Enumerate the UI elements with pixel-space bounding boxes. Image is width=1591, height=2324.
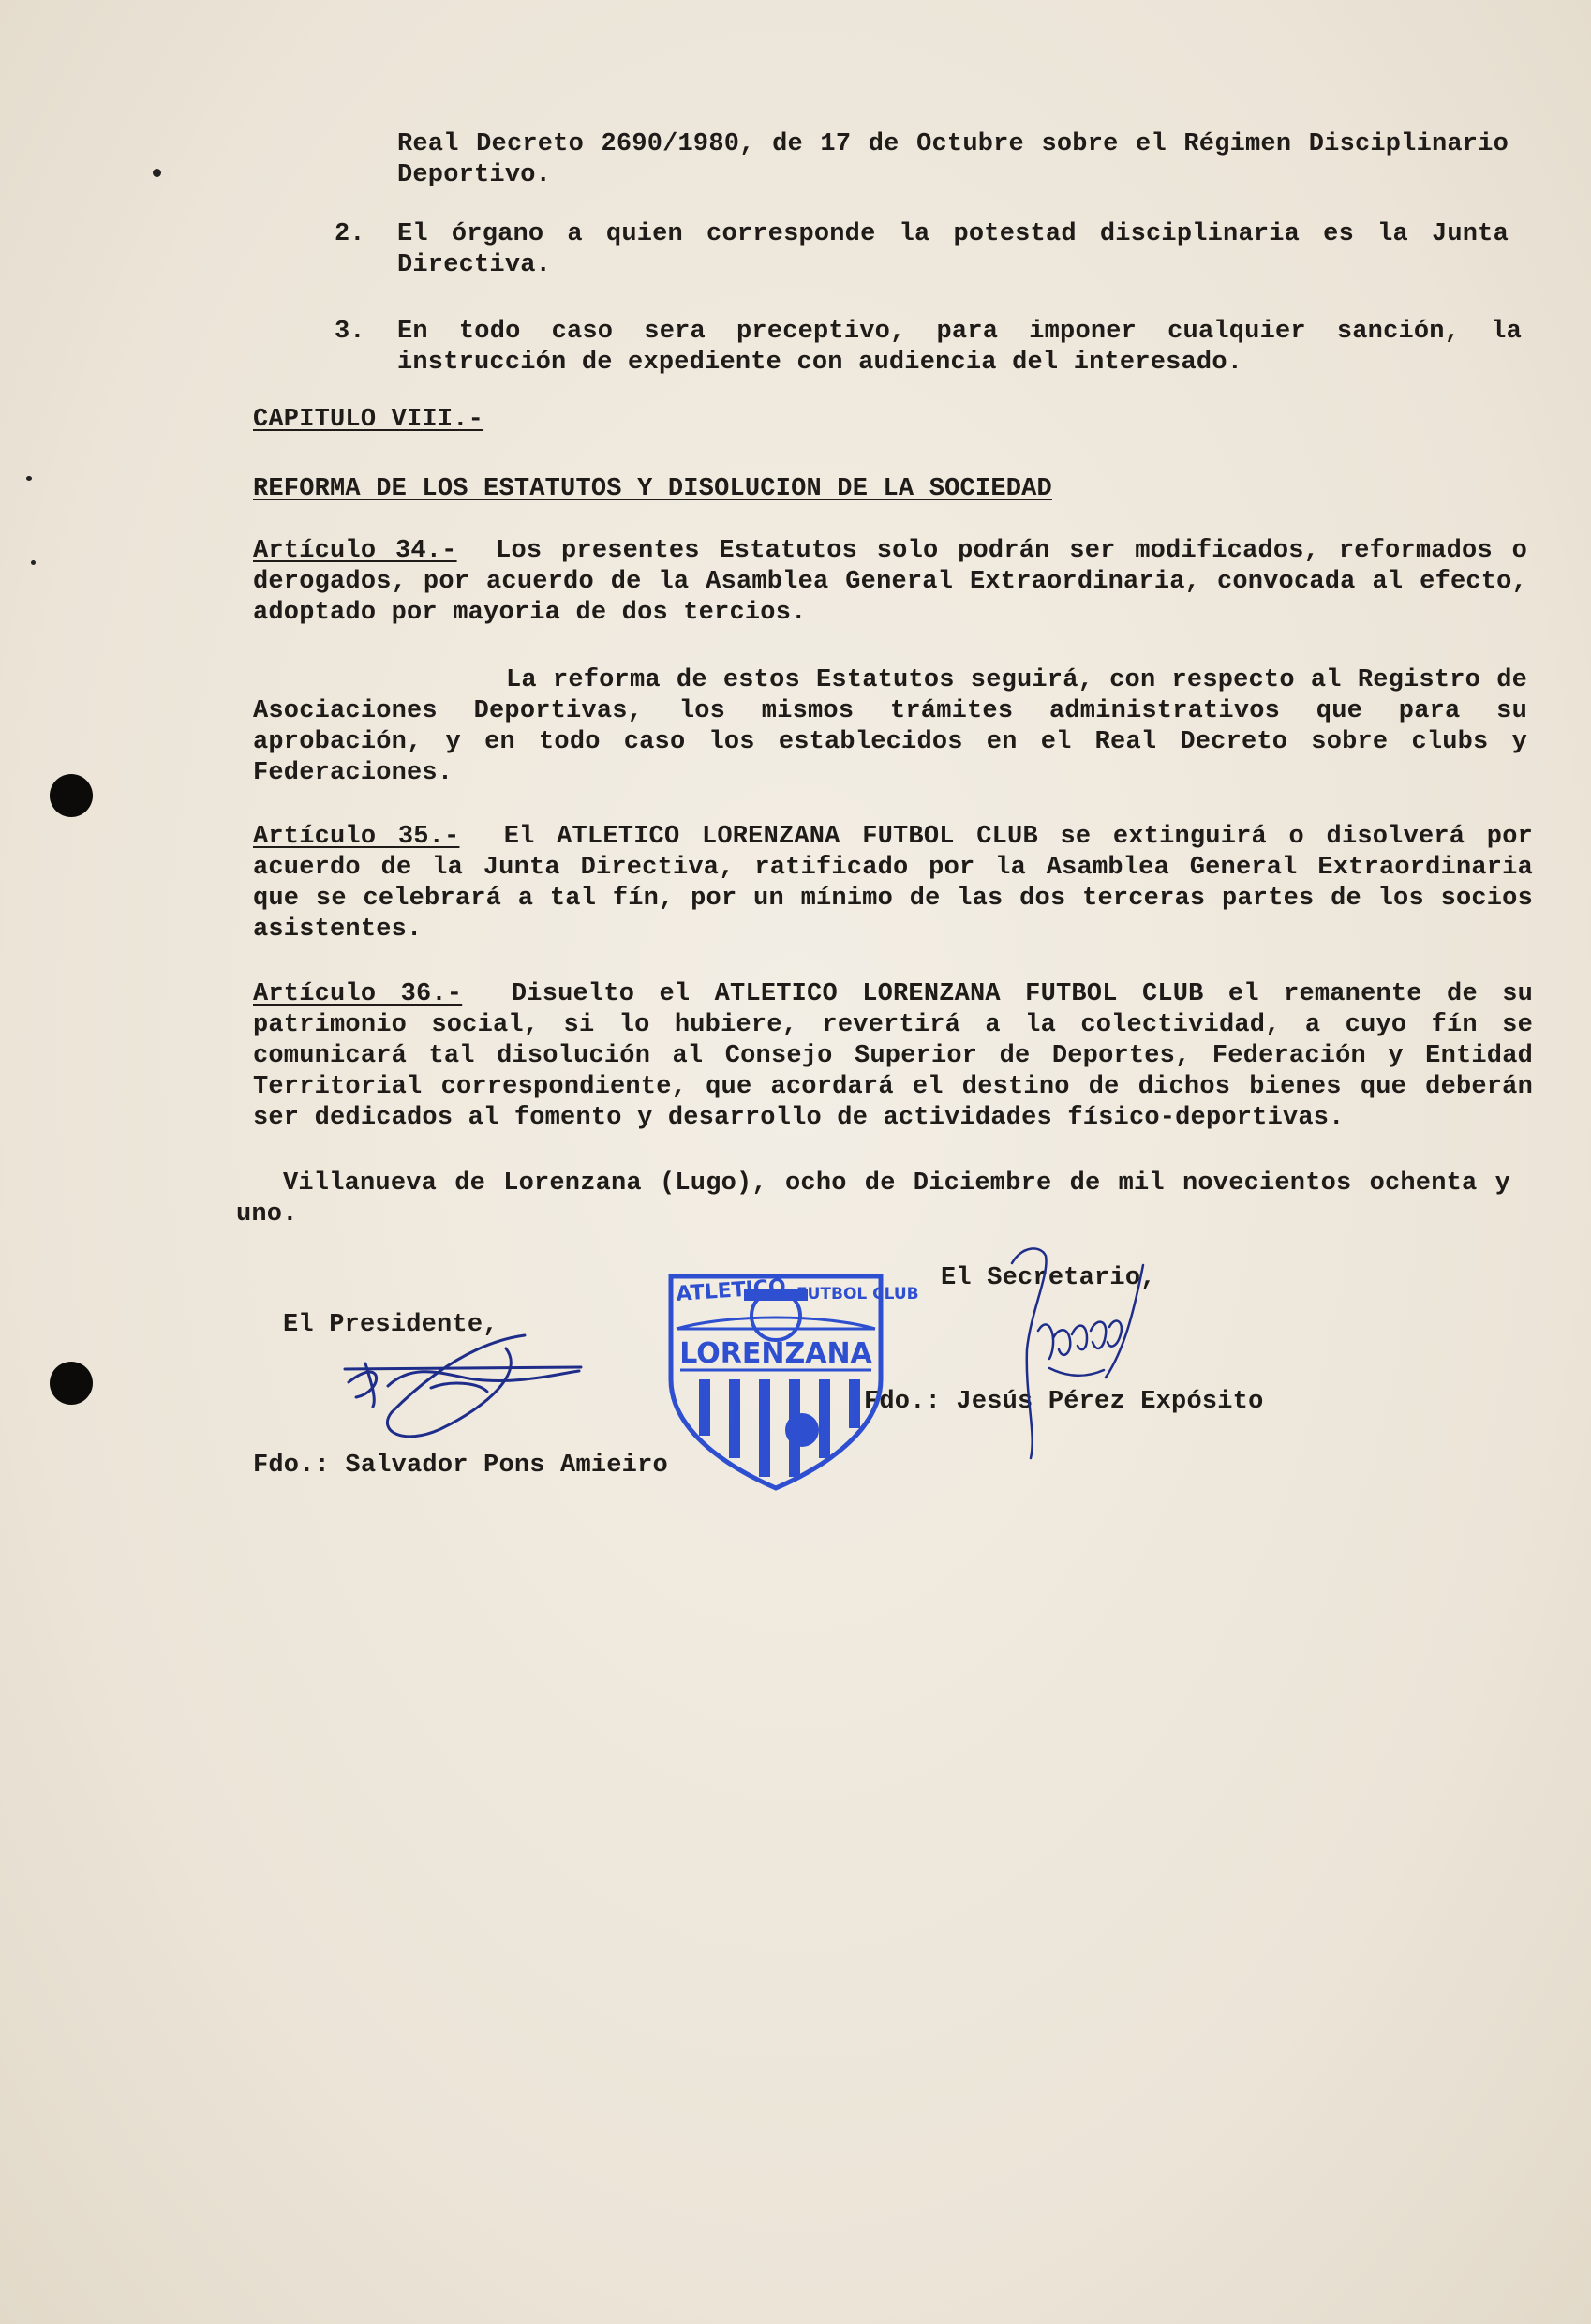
paper-speck [26, 476, 32, 481]
article-heading: Artículo 34.- [253, 537, 457, 565]
president-signature [328, 1326, 628, 1457]
article-text: Los presentes Estatutos solo podrán ser modificados, reformados o derogados, por acuerdo de la Asamblea General Extraordinaria, convocada al efecto, adoptado por mayoria de dos tercios. [253, 537, 1543, 627]
secretary-title: El Secretario, [941, 1264, 1156, 1292]
stamp-center: LORENZANA [679, 1337, 872, 1370]
paper-speck [153, 169, 161, 177]
article-34-paragraph-2 [253, 665, 1543, 789]
item-number: 3. [335, 318, 365, 346]
article-text: El ATLETICO LORENZANA FUTBOL CLUB se extinguirá o disolverá por acuerdo de la Junta Directiva, ratificado por la Asamblea General Extraordinaria que se celebrará a tal fín, por un mínimo de las dos terceras partes de los socios asistentes. [253, 823, 1549, 944]
article-text: Disuelto el ATLETICO LORENZANA FUTBOL CLUB el remanente de su patrimonio social, si lo hubiere, revertirá a la colectividad, a cuyo fín se comunicará tal disolución al Consejo Superior de Deportes, Federación y Entidad Territorial correspondiente, que acordará el destino de dichos bienes que deberán ser dedicados al fomento y desarrollo de actividades físico-deportivas. [253, 980, 1549, 1132]
article-text: La reforma de estos Estatutos seguirá, con respecto al Registro de Asociaciones Deportivas, los mismos trámites administrativos que para su aprobación, y en todo caso los establecidos en el Real Decreto sobre clubs y Federaciones. [253, 666, 1543, 787]
secretary-signature [993, 1237, 1152, 1462]
article-heading: Artículo 36.- [253, 980, 463, 1008]
stamp-top-left: ATLETICO [675, 1274, 787, 1306]
article-34 [253, 536, 1543, 629]
punch-hole-bottom [50, 1362, 93, 1405]
closing-text-content: Villanueva de Lorenzana (Lugo), ocho de Diciembre de mil novecientos ochenta y uno. [236, 1169, 1526, 1229]
continuation-text: Real Decreto 2690/1980, de 17 de Octubre sobre el Régimen Disciplinario Deportivo. [397, 130, 1524, 189]
item-number: 2. [335, 220, 365, 248]
president-title: El Presidente, [283, 1311, 498, 1339]
article-35 [253, 822, 1549, 946]
closing-text [236, 1169, 1526, 1230]
chapter-label: CAPITULO VIII.- [253, 406, 484, 434]
item-text: El órgano a quien corresponde la potestad disciplinaria es la Junta Directiva. [397, 220, 1524, 279]
president-name: Fdo.: Salvador Pons Amieiro [253, 1452, 668, 1480]
item-text: En todo caso sera preceptivo, para imponer cualquier sanción, la instrucción de expediente con audiencia del interesado. [397, 318, 1538, 377]
secretary-name: Fdo.: Jesús Pérez Expósito [864, 1388, 1264, 1416]
paper-speck [31, 560, 36, 565]
article-36 [253, 979, 1549, 1134]
punch-hole-top [50, 774, 93, 817]
chapter-title: REFORMA DE LOS ESTATUTOS Y DISOLUCION DE LA SOCIEDAD [253, 475, 1052, 503]
stamp-top-right: FUTBOL CLUB [796, 1285, 919, 1304]
club-stamp [663, 1267, 919, 1492]
article-heading: Artículo 35.- [253, 823, 460, 851]
